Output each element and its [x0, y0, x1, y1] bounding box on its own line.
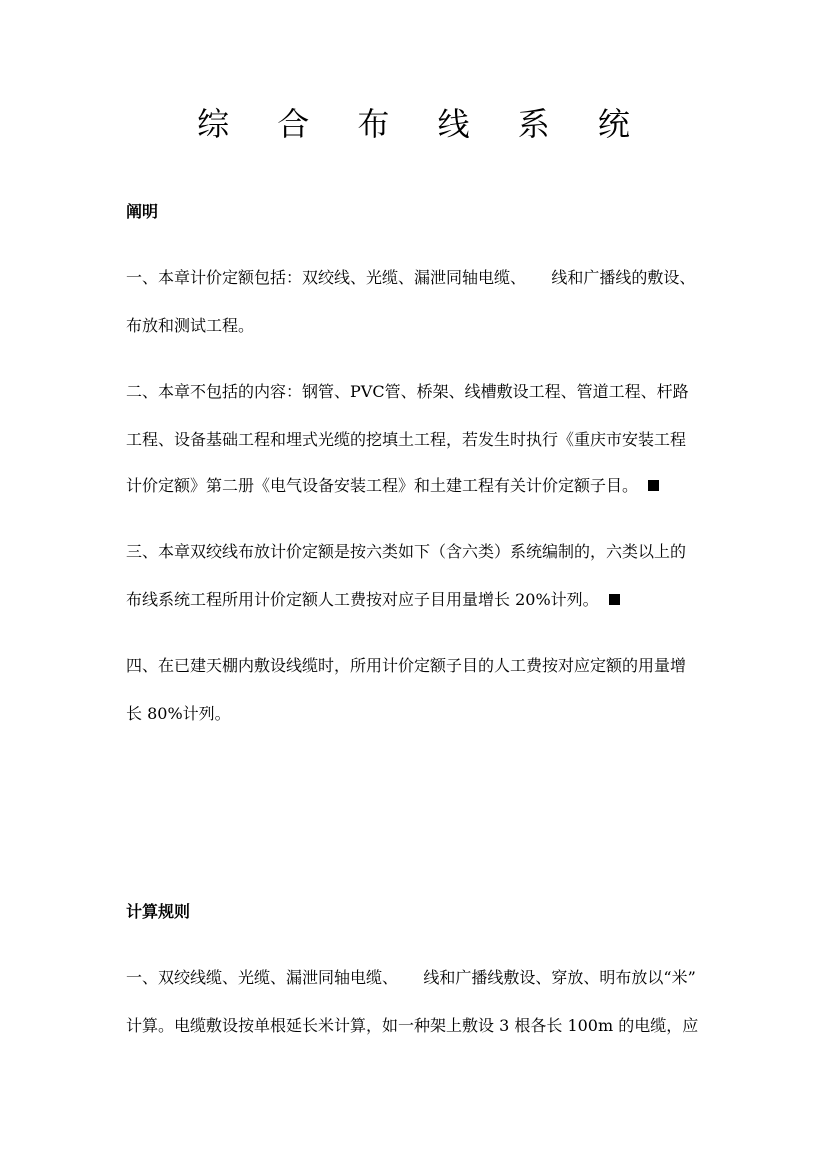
- paragraph-line: 四、在已建天棚内敷设线缆时，所用计价定额子目的人工费按对应定额的用量增: [126, 656, 687, 675]
- paragraph-line: 计算。电缆敷设按单根延长米计算，如一种架上敷设 3 根各长 100m 的电缆，应: [126, 1016, 699, 1035]
- section-heading-explanation: 阐明: [126, 202, 159, 221]
- paragraph-text: 计价定额》第二册《电气设备安装工程》和土建工程有关计价定额子目。: [126, 476, 639, 495]
- paragraph-line-with-mark: [126, 474, 659, 498]
- paragraph-line: 三、本章双绞线布放计价定额是按六类如下（含六类）系统编制的，六类以上的: [126, 542, 687, 561]
- paragraph-line: 一、双绞线缆、光缆、漏泄同轴电缆、 线和广播线敷设、穿放、明布放以“米”: [126, 968, 696, 987]
- paragraph-text: 布线系统工程所用计价定额人工费按对应子目用量增长 20%计列。: [126, 590, 599, 609]
- paragraph-line-with-mark: [126, 588, 620, 612]
- paragraph-line: 工程、设备基础工程和埋式光缆的挖填土工程，若发生时执行《重庆市安装工程: [126, 430, 687, 449]
- section-heading-rules: 计算规则: [126, 902, 191, 921]
- paragraph-line: 长 80%计列。: [126, 704, 231, 723]
- document-title: 综 合 布 线 系 统: [197, 105, 649, 143]
- paragraph-line: 二、本章不包括的内容：钢管、PVC管、桥架、线槽敷设工程、管道工程、杆路: [126, 382, 689, 401]
- paragraph-line: 一、本章计价定额包括：双绞线、光缆、漏泄同轴电缆、 线和广播线的敷设、: [126, 268, 696, 287]
- square-marker-icon: [609, 594, 620, 605]
- square-marker-icon: [648, 480, 659, 491]
- paragraph-line: 布放和测试工程。: [126, 316, 255, 335]
